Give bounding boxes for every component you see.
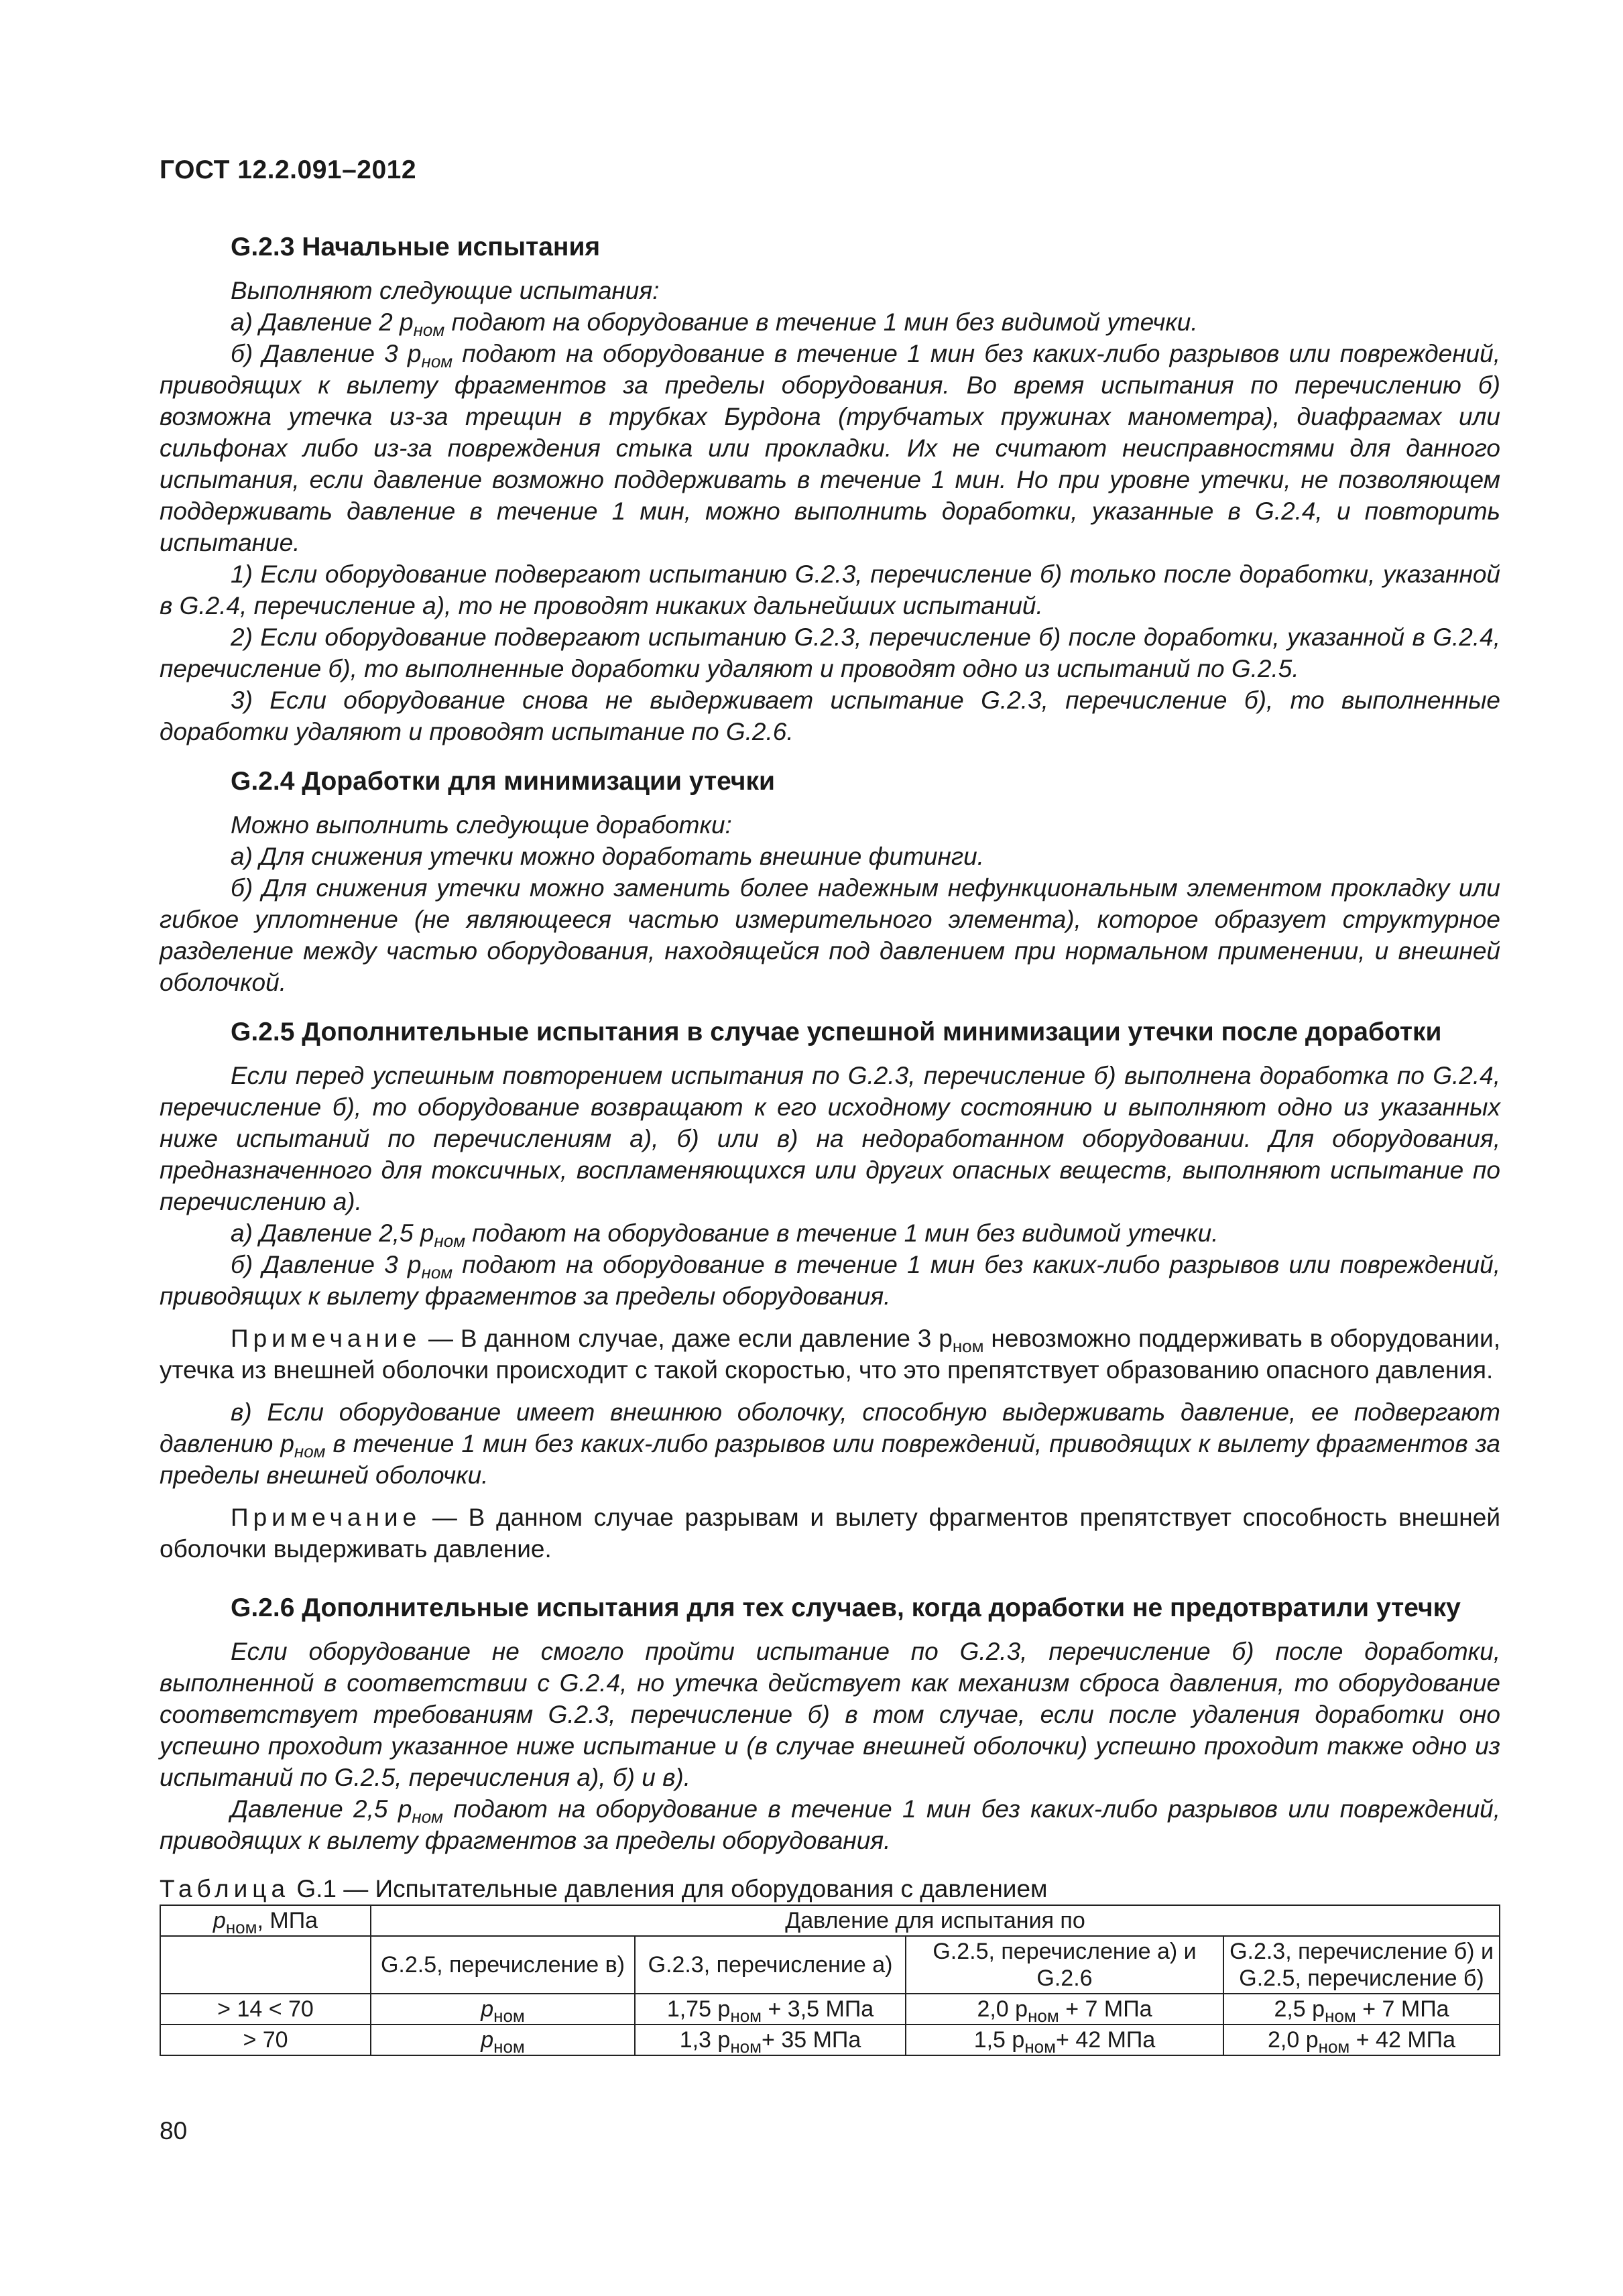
paragraph: Если перед успешным повторением испытания по G.2.3, перечисление б) выполнена доработка по G.2.4, перечисление б), то оборудование возвращают к его исходному состоянию и выполняют одно из указанных ниже испытаний по перечислениям а), б) или в) на недоработанном оборудовании. Для оборудования, предназначенного для токсичных, воспламеняющихся или других опасных веществ, выполняют испытание по перечислению а). [160,1062,1500,1215]
paragraph: Если оборудование не смогло пройти испытание по G.2.3, перечисление б) после доработки, выполненной в соответствии с G.2.4, но утечка действует как механизм сброса давления, то оборудование соответствует требованиям G.2.3, перечисление б) в том случае, если после удаления доработки оно успешно проходит указанное ниже испытание и (в случае внешней оболочки) успешно проходит также одно из испытаний по G.2.5, перечисления а), б) и в). [160,1638,1500,1791]
table-row [160,2025,1500,2055]
paragraph: б) Для снижения утечки можно заменить более надежным нефункциональным элементом прокладку или гибкое уплотнение (не являющееся частью измерительного элемента), которое образует структурное разделение между частью оборудования, находящейся под давлением при нормальном применении, и внешней оболочкой. [160,874,1500,996]
paragraph: Можно выполнить следующие доработки: [231,811,732,839]
paragraph: 2) Если оборудование подвергают испытанию G.2.3, перечисление б) после доработки, указанной в G.2.4, перечисление б), то выполненные доработки удаляют и проводят одно из испытаний по G.2.5. [160,623,1500,682]
page-number: 80 [160,2117,188,2144]
table-cell: $p_{ном}$ [371,1994,635,2025]
table-header-cell: G.2.5, перечисление а) и G.2.6 [906,1936,1223,1994]
table-header-cell: G.2.3, перечисление а) [635,1936,906,1994]
paragraph: а) Давление 2,5 $p_{ном}$ подают на оборудование в течение 1 мин без видимой утечки. [231,1219,1219,1251]
table-header-cell [160,1936,371,1994]
paragraph: 3) Если оборудование снова не выдерживает испытание G.2.3, перечисление б), то выполненные доработки удаляют и проводят испытание по G.2.6. [160,686,1500,745]
paragraph: б) Давление 3 $p_{ном}$ подают на оборудование в течение 1 мин без каких-либо разрывов или повреждений, приводящих к вылету фрагментов за пределы оборудования. [160,1251,1500,1310]
table-cell: 2,0 $p_{ном} + 7$ МПа [906,1994,1223,2025]
paragraph: 1) Если оборудование подвергают испытанию G.2.3, перечисление б) только после доработки, указанной в G.2.4, перечисление а), то не проводят никаких дальнейших испытаний. [160,560,1500,619]
table-header-cell: G.2.3, перечисление б) и G.2.5, перечисление б) [1223,1936,1500,1994]
section-title-g23: G.2.3 Начальные испытания [231,233,601,261]
table-cell: 2,5 $p_{ном} + 7$ МПа [1223,1994,1500,2025]
paragraph: а) Для снижения утечки можно доработать внешние фитинги. [231,843,984,870]
paragraph: Давление 2,5 $p_{ном}$ подают на оборудование в течение 1 мин без каких-либо разрывов или повреждений, приводящих к вылету фрагментов за пределы оборудования. [160,1795,1500,1854]
table-header-cell: G.2.5, перечисление в) [371,1936,635,1994]
paragraph: а) Давление 2 $p_{ном}$ подают на оборудование в течение 1 мин без видимой утечки. [231,308,1198,340]
document-header: ГОСТ 12.2.091–2012 [160,156,417,184]
table-cell: 2,0 $p_{ном} + 42$ МПа [1223,2025,1500,2055]
paragraph: в) Если оборудование имеет внешнюю оболочку, способную выдерживать давление, ее подвергают давлению $p_{ном}$ в течение 1 мин без каких-либо разрывов или повреждений, приводящих к вылету фрагментов за пределы внешней оболочки. [160,1398,1500,1489]
table-cell: > 70 [160,2025,371,2055]
section-title-g26: G.2.6 Дополнительные испытания для тех случаев, когда доработки не предотвратили утечку [231,1593,1461,1622]
table-cell: $p_{ном}$ [371,2025,635,2055]
table-row [160,1994,1500,2025]
paragraph: Выполняют следующие испытания: [231,277,660,304]
pressure-table [160,1905,1500,2056]
table-cell: 1,5 $p_{ном}+ 42$ МПа [906,2025,1223,2055]
table-header-cell: $p_{ном}$, МПа [160,1905,371,1936]
table-caption: Таблица G.1 — Испытательные давления для оборудования с давлением [160,1875,1048,1902]
paragraph: б) Давление 3 $p_{ном}$ подают на оборудование в течение 1 мин без каких-либо разрывов или повреждений, приводящих к вылету фрагментов за пределы оборудования. Во время испытания по перечислению б) возможна утечка из-за трещин в трубках Бурдона (трубчатых пружинах манометра), диафрагмах или сильфонах либо из-за повреждения стыка или прокладки. Их не считают неисправностями для данного испытания, если давление возможно поддерживать в течение 1 мин. Но при уровне утечки, не позволяющем поддерживать давление в течение 1 мин, можно выполнить доработки, указанные в G.2.4, и повторить испытание. [160,340,1500,556]
content-flow [160,231,1500,2056]
table-cell: > 14 < 70 [160,1994,371,2025]
note: Примечание — В данном случае разрывам и вылету фрагментов препятствует способность внешней оболочки выдерживать давление. [160,1504,1500,1563]
section-title-g25: G.2.5 Дополнительные испытания в случае успешной минимизации утечки после доработки [231,1018,1442,1046]
table-header-cell: Давление для испытания по [371,1905,1500,1936]
table-cell: 1,75 $p_{ном} + 3,5$ МПа [635,1994,906,2025]
section-title-g24: G.2.4 Доработки для минимизации утечки [231,767,775,796]
table-cell: 1,3 $p_{ном}+ 35$ МПа [635,2025,906,2055]
note: Примечание — В данном случае, даже если давление 3 $p_{ном}$ невозможно поддерживать в оборудовании, утечка из внешней оболочки происходит с такой скоростью, что это препятствует образованию опасного давления. [160,1325,1500,1384]
